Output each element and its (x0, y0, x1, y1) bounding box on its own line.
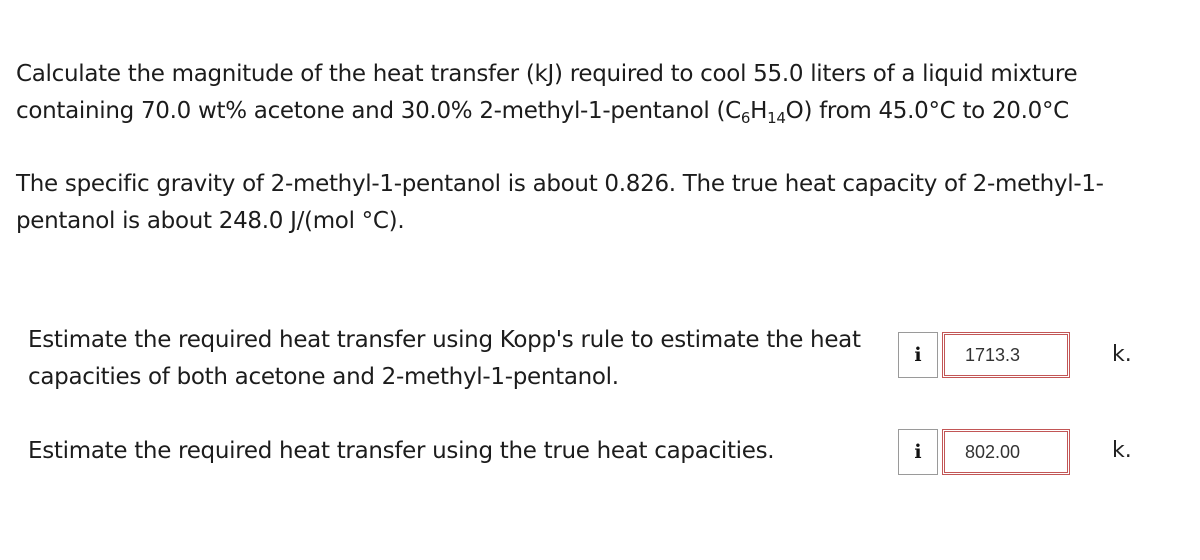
subscript-carbon: 6 (740, 109, 751, 127)
answer-unit-1: k. (1112, 342, 1132, 367)
question-2-prompt: Estimate the required heat transfer using the true heat capacities. (28, 438, 775, 464)
problem-statement (16, 56, 1166, 130)
info-icon[interactable]: i (898, 332, 938, 378)
problem-text-part2: H (750, 98, 768, 124)
question-1-prompt: Estimate the required heat transfer using Kopp's rule to estimate the heat capacities of both acetone and 2-methyl-1-pentanol. (28, 327, 861, 390)
info-icon[interactable]: i (898, 429, 938, 475)
answer-input-1[interactable]: 1713.3 (942, 332, 1070, 378)
answer-input-2[interactable]: 802.00 (942, 429, 1070, 475)
problem-text-part1: Calculate the magnitude of the heat transfer (kJ) required to cool 55.0 liters of a liquid mixture containing 70.0 wt% acetone and 30.0% 2-methyl-1-pentanol (C (16, 61, 1078, 124)
problem-text-part3: O) from 45.0°C to 20.0°C (785, 98, 1069, 124)
problem-given-data: The specific gravity of 2-methyl-1-pentanol is about 0.826. The true heat capacity of 2-methyl-1-pentanol is about 248.0 J/(mol °C). (16, 171, 1104, 234)
answer-unit-2: k. (1112, 438, 1132, 463)
subscript-hydrogen: 14 (767, 109, 786, 127)
